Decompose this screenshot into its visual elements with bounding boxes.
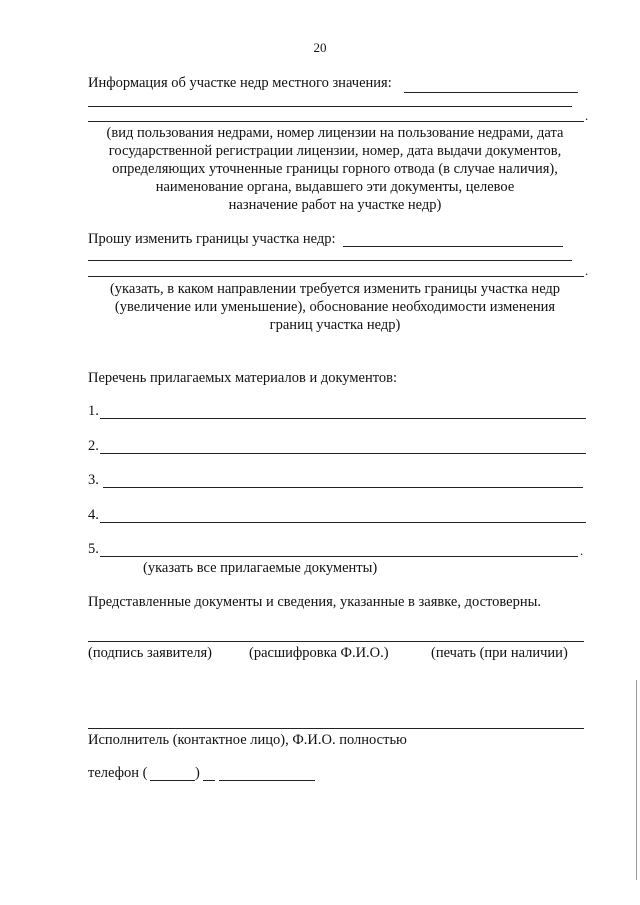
change-boundaries-field[interactable]	[343, 246, 563, 247]
list-item-number: 4.	[88, 507, 99, 523]
document-field-2[interactable]	[100, 453, 586, 454]
stamp-caption: (печать (при наличии)	[431, 645, 568, 661]
phone-area-code-field[interactable]	[150, 780, 195, 781]
list-item-number: 1.	[88, 403, 99, 419]
subsoil-info-note	[80, 124, 590, 214]
note-line: (вид пользования недрами, номер лицензии на пользование недрами, дата	[106, 125, 564, 141]
name-decoding-caption: (расшифровка Ф.И.О.)	[249, 645, 389, 661]
phone-paren-close: )	[195, 765, 200, 781]
contact-person-caption: Исполнитель (контактное лицо), Ф.И.О. полностью	[88, 732, 407, 748]
phone-number-field[interactable]	[219, 780, 315, 781]
document-field-1[interactable]	[100, 418, 586, 419]
change-boundaries-note	[80, 280, 590, 334]
materials-note: (указать все прилагаемые документы)	[143, 560, 378, 576]
document-field-4[interactable]	[100, 522, 586, 523]
materials-title: Перечень прилагаемых материалов и документов:	[88, 370, 398, 386]
document-field-3[interactable]	[103, 487, 583, 488]
change-boundaries-label: Прошу изменить границы участка недр:	[88, 231, 336, 247]
list-item-number: 2.	[88, 438, 99, 454]
phone-label: телефон (	[88, 765, 148, 781]
phone-separator	[203, 780, 215, 781]
document-field-5[interactable]	[100, 556, 578, 557]
note-line: (увеличение или уменьшение), обоснование необходимости изменения	[114, 299, 556, 315]
page-number: 20	[313, 40, 327, 55]
change-boundaries-line-3[interactable]	[88, 276, 584, 277]
applicant-signature-caption: (подпись заявителя)	[88, 645, 212, 661]
note-line: определяющих уточненные границы горного отвода (в случае наличия),	[112, 161, 558, 177]
note-line: государственной регистрации лицензии, номер, дата выдачи документов,	[108, 143, 562, 159]
list-item-number: 5.	[88, 541, 99, 557]
note-line: наименование органа, выдавшего эти документы, целевое	[155, 179, 515, 195]
note-line: назначение работ на участке недр)	[228, 197, 442, 213]
subsoil-info-field[interactable]	[404, 92, 578, 93]
subsoil-info-label: Информация об участке недр местного значения:	[88, 75, 392, 91]
scan-edge	[636, 680, 637, 880]
certification-text: Представленные документы и сведения, указанные в заявке, достоверны.	[88, 594, 541, 610]
change-boundaries-line-2[interactable]	[88, 260, 572, 261]
note-line: (указать, в каком направлении требуется изменить границы участка недр	[109, 281, 561, 297]
note-line: границ участка недр)	[269, 317, 401, 333]
signature-line[interactable]	[88, 641, 584, 642]
contact-person-line[interactable]	[88, 728, 584, 729]
subsoil-info-line-2[interactable]	[88, 106, 572, 107]
subsoil-info-line-3[interactable]	[88, 121, 584, 122]
list-item-number: 3.	[88, 472, 99, 488]
